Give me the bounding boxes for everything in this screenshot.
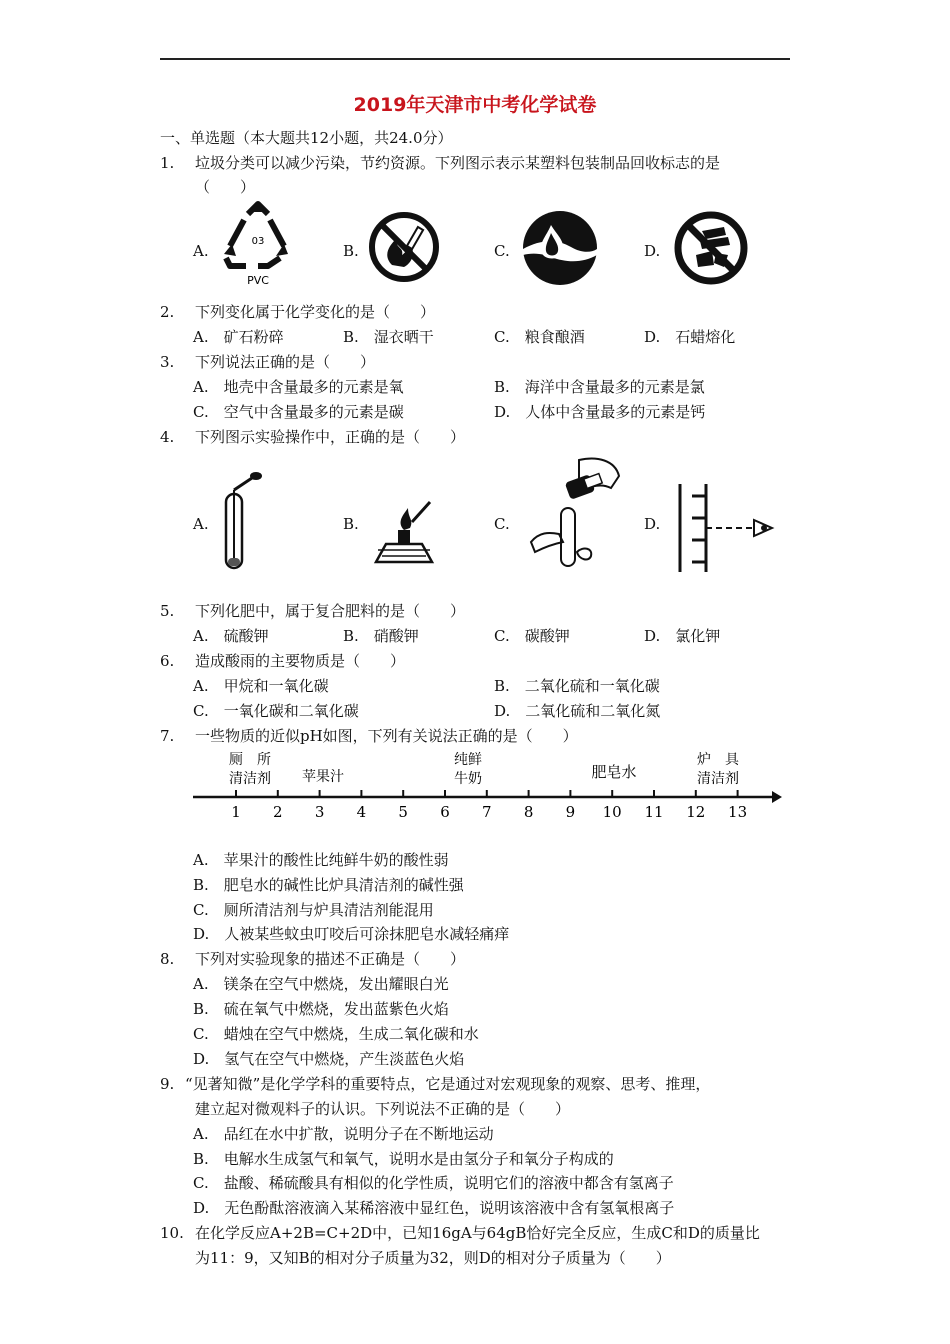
ph-label-stove-2: 清洁剂: [697, 771, 739, 787]
q3-option-d[interactable]: D. 人体中含量最多的元素是钙: [494, 403, 706, 421]
q6-option-a[interactable]: A. 甲烷和一氧化碳: [193, 677, 329, 695]
svg-text:03: 03: [251, 236, 265, 247]
svg-text:PVC: PVC: [247, 274, 269, 287]
q5-number: 5.: [160, 602, 175, 620]
ph-label-toilet-1: 厕 所: [229, 752, 271, 768]
q9-option-a[interactable]: A. 品红在水中扩散，说明分子在不断地运动: [193, 1125, 494, 1143]
q8-option-c[interactable]: C. 蜡烛在空气中燃烧，生成二氧化碳和水: [193, 1025, 479, 1043]
q2-text: 下列变化属于化学变化的是（ ）: [195, 303, 436, 321]
top-rule: [160, 58, 790, 60]
q1-label-d: D.: [644, 242, 661, 260]
ph-tick-label: 4: [356, 803, 367, 821]
q7-option-c[interactable]: C. 厕所清洁剂与炉具清洁剂能混用: [193, 901, 434, 919]
q6-option-b[interactable]: B. 二氧化硫和一氧化碳: [494, 677, 660, 695]
test-tube-dropper-icon: [218, 470, 268, 576]
q9-text-line2: 建立起对微观料子的认识。下列说法不正确的是（ ）: [195, 1100, 571, 1118]
no-tree-felling-icon: [672, 209, 750, 287]
q1-label-c: C.: [494, 242, 510, 260]
q5-option-a[interactable]: A. 硫酸钾: [193, 627, 269, 645]
q6-option-d[interactable]: D. 二氧化硫和二氧化氮: [494, 702, 661, 720]
ph-scale-diagram: [190, 750, 785, 828]
q4-label-c: C.: [494, 515, 510, 533]
q1-bracket: （ ）: [195, 178, 256, 196]
q6-text: 造成酸雨的主要物质是（ ）: [195, 652, 406, 670]
reading-cylinder-icon: [670, 476, 782, 576]
q5-option-b[interactable]: B. 硝酸钾: [343, 627, 419, 645]
ph-tick-label: 9: [565, 803, 576, 821]
ph-tick-label: 3: [314, 803, 325, 821]
ph-label-soap: 肥皂水: [591, 763, 637, 781]
q8-text: 下列对实验现象的描述不正确是（ ）: [195, 950, 466, 968]
ph-tick-label: 13: [728, 803, 748, 821]
q1-label-b: B.: [343, 242, 359, 260]
q6-option-c[interactable]: C. 一氧化碳和二氧化碳: [193, 702, 359, 720]
q7-option-b[interactable]: B. 肥皂水的碱性比炉具清洁剂的碱性强: [193, 876, 464, 894]
ph-tick-label: 2: [273, 803, 283, 821]
ph-tick-label: 7: [482, 803, 492, 821]
ph-tick-group: [231, 790, 747, 821]
q10-number: 10.: [160, 1224, 184, 1242]
q2-option-b[interactable]: B. 湿衣晒干: [343, 328, 434, 346]
ph-tick-label: 10: [602, 803, 622, 821]
ph-tick-label: 11: [644, 803, 664, 821]
q2-number: 2.: [160, 303, 175, 321]
q4-label-b: B.: [343, 515, 359, 533]
q8-option-b[interactable]: B. 硫在氧气中燃烧，发出蓝紫色火焰: [193, 1000, 449, 1018]
q4-number: 4.: [160, 428, 175, 446]
q5-option-c[interactable]: C. 碳酸钾: [494, 627, 570, 645]
q2-option-c[interactable]: C. 粮食酿酒: [494, 328, 585, 346]
pouring-liquid-icon: [519, 452, 629, 574]
q5-option-d[interactable]: D. 氯化钾: [644, 627, 721, 645]
ph-label-milk-1: 纯鲜: [454, 752, 482, 768]
q7-text: 一些物质的近似pH如图，下列有关说法正确的是（ ）: [195, 727, 578, 745]
q2-option-a[interactable]: A. 矿石粉碎: [193, 328, 284, 346]
section-heading: 一、单选题（本大题共12小题，共24.0分）: [160, 129, 453, 147]
q4-label-a: A.: [193, 515, 209, 533]
q3-option-a[interactable]: A. 地壳中含量最多的元素是氧: [193, 378, 404, 396]
q4-text: 下列图示实验操作中，正确的是（ ）: [195, 428, 466, 446]
q7-option-d[interactable]: D. 人被某些蚊虫叮咬后可涂抹肥皂水减轻痛痒: [193, 925, 510, 943]
q9-option-b[interactable]: B. 电解水生成氢气和氧气，说明水是由氢分子和氧分子构成的: [193, 1150, 614, 1168]
q8-number: 8.: [160, 950, 175, 968]
ph-tick-label: 1: [231, 803, 241, 821]
ph-tick-label: 6: [440, 803, 450, 821]
alcohol-lamp-icon: [368, 494, 440, 574]
q3-number: 3.: [160, 353, 175, 371]
exam-title: 2019年天津市中考化学试卷: [353, 94, 597, 116]
ph-label-milk-2: 牛奶: [454, 771, 482, 787]
q6-number: 6.: [160, 652, 175, 670]
q1-label-a: A.: [193, 242, 209, 260]
q1-text: 垃圾分类可以减少污染，节约资源。下列图示表示某塑料包装制品回收标志的是: [195, 154, 721, 172]
q2-option-d[interactable]: D. 石蜡熔化: [644, 328, 736, 346]
q1-number: 1.: [160, 154, 175, 172]
q9-option-d[interactable]: D. 无色酚酞溶液滴入某稀溶液中显红色，说明该溶液中含有氢氧根离子: [193, 1199, 675, 1217]
water-saving-icon: [521, 209, 599, 287]
q8-option-d[interactable]: D. 氢气在空气中燃烧，产生淡蓝色火焰: [193, 1050, 465, 1068]
q10-text-line2: 为11：9，又知B的相对分子质量为32，则D的相对分子质量为（ ）: [195, 1249, 671, 1267]
q5-text: 下列化肥中，属于复合肥料的是（ ）: [195, 602, 466, 620]
recycle-pvc-icon: [218, 200, 298, 288]
no-fire-sign-icon: [368, 211, 440, 283]
ph-tick-label: 5: [398, 803, 408, 821]
ph-tick-label: 8: [523, 803, 534, 821]
q3-option-c[interactable]: C. 空气中含量最多的元素是碳: [193, 403, 404, 421]
ph-label-toilet-2: 清洁剂: [229, 771, 271, 787]
q7-number: 7.: [160, 727, 175, 745]
q7-option-a[interactable]: A. 苹果汁的酸性比纯鲜牛奶的酸性弱: [193, 851, 449, 869]
ph-axis-arrow: [772, 791, 782, 803]
ph-label-stove-1: 炉 具: [697, 752, 739, 768]
q3-text: 下列说法正确的是（ ）: [195, 353, 376, 371]
q4-label-d: D.: [644, 515, 661, 533]
ph-tick-label: 12: [686, 803, 706, 821]
ph-label-apple: 苹果汁: [302, 769, 344, 785]
q9-option-c[interactable]: C. 盐酸、稀硫酸具有相似的化学性质，说明它们的溶液中都含有氢离子: [193, 1174, 674, 1192]
q10-text-line1: 在化学反应A+2B=C+2D中，已知16gA与64gB恰好完全反应，生成C和D的质量比: [195, 1224, 760, 1242]
q9-text-line1: “见著知微”是化学学科的重要特点，它是通过对宏观现象的观察、思考、推理，: [185, 1075, 711, 1093]
q8-option-a[interactable]: A. 镁条在空气中燃烧，发出耀眼白光: [193, 975, 449, 993]
q9-number: 9.: [160, 1075, 175, 1093]
q3-option-b[interactable]: B. 海洋中含量最多的元素是氯: [494, 378, 705, 396]
